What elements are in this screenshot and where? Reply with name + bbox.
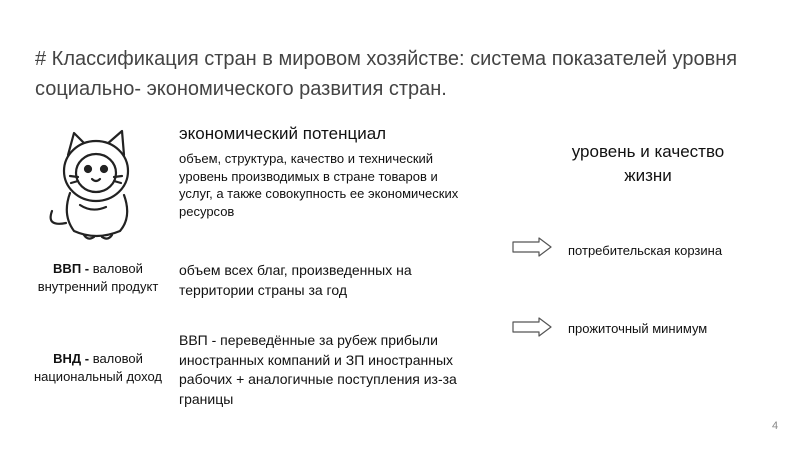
gni-definition: ВВП - переведённые за рубеж прибыли иностранных компаний и ЗП иностранных рабочих + аналогичные поступления из-за границы	[179, 332, 457, 407]
indicator-consumer-basket: потребительская корзина	[568, 243, 723, 258]
gni-label	[33, 350, 163, 385]
living-standard-heading: уровень и качество жизни	[571, 142, 725, 185]
gdp-label	[33, 260, 163, 295]
right-arrow-icon	[512, 237, 552, 257]
cat-mascot-icon	[40, 127, 150, 245]
slide-title: # Классификация стран в мировом хозяйстве: система показателей уровня социально- экономического развития стран.	[35, 48, 738, 100]
economic-potential-description: объем, структура, качество и технический уровень производимых в стране товаров и услуг, а также совокупность ее экономических ресурсов	[179, 151, 459, 219]
gni-full-name: валовой национальный доход	[33, 351, 163, 384]
economic-potential-heading: экономический потенциал	[179, 124, 387, 143]
indicator-subsistence-minimum: прожиточный минимум	[568, 321, 708, 336]
gdp-definition: объем всех благ, произведенных на территории страны за год	[179, 262, 412, 298]
gni-abbr: ВНД -	[53, 351, 90, 366]
gdp-full-name: валовой внутренний продукт	[37, 261, 159, 294]
right-arrow-icon	[512, 317, 552, 337]
page-number: 4	[772, 420, 779, 432]
gdp-abbr: ВВП -	[53, 261, 90, 276]
